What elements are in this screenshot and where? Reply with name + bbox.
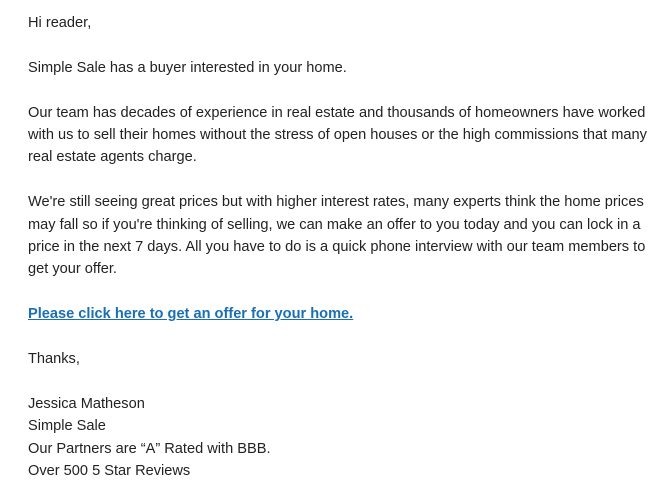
paragraph-offer: We're still seeing great prices but with higher interest rates, many experts think the home prices may fall so if you're thinking of selling, we can make an offer to you today and you can lock in a price in the next 7 days. All you have to do is a quick phone interview with our team members to get your offer. (28, 194, 646, 278)
paragraph-experience: Our team has decades of experience in real estate and thousands of homeowners have worked with us to sell their homes without the stress of open houses or the high commissions that many real estate agents charge. (28, 104, 647, 166)
greeting: Hi reader, (28, 15, 92, 31)
signature-rating: Our Partners are “A” Rated with BBB. (28, 440, 271, 457)
closing: Thanks, (28, 351, 80, 368)
signature-block (28, 393, 648, 483)
paragraph-intro: Simple Sale has a buyer interested in your home. (28, 59, 347, 76)
signature-reviews: Over 500 5 Star Reviews (28, 463, 191, 480)
offer-link[interactable]: Please click here to get an offer for your home. (28, 306, 354, 323)
signature-company: Simple Sale (28, 418, 106, 435)
signature-name: Jessica Matheson (28, 395, 145, 412)
cta-paragraph (28, 303, 648, 325)
